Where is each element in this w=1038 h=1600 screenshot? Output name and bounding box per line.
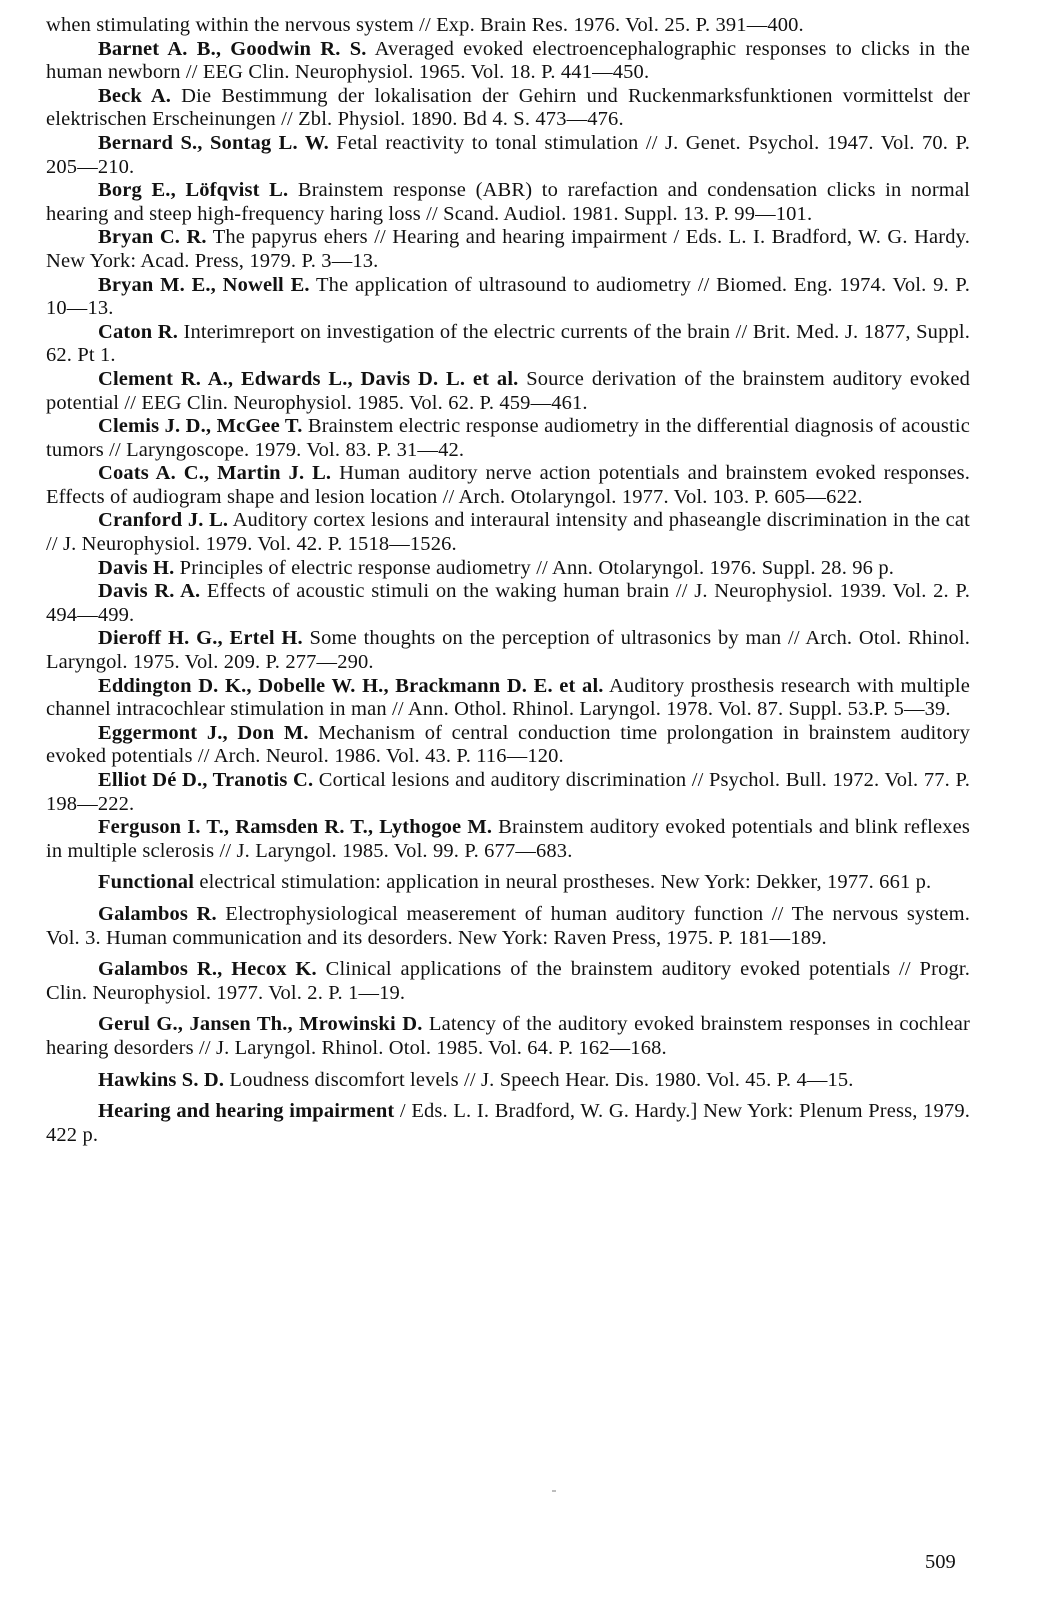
reference-author: Barnet A. B., Goodwin R. S. xyxy=(98,37,367,60)
reference-entry xyxy=(46,557,970,581)
reference-author: Caton R. xyxy=(98,320,179,343)
reference-text: Loudness discomfort levels // J. Speech Hear. Dis. 1980. Vol. 45. P. 4—15. xyxy=(224,1068,854,1091)
reference-entry xyxy=(46,415,970,462)
reference-author: Eddington D. K., Dobelle W. H., Brackmann D. E. et al. xyxy=(98,674,604,697)
reference-author: Ferguson I. T., Ramsden R. T., Lythogoe M. xyxy=(98,816,493,839)
reference-entry xyxy=(46,132,970,179)
reference-entry xyxy=(46,1069,970,1093)
reference-author: Functional xyxy=(98,871,195,894)
reference-author: Davis R. A. xyxy=(98,580,201,603)
reference-entry xyxy=(46,509,970,556)
reference-author: Gerul G., Jansen Th., Mrowinski D. xyxy=(98,1013,423,1036)
reference-author: Galambos R., Hecox K. xyxy=(98,958,317,981)
reference-entry xyxy=(46,580,970,627)
reference-entry xyxy=(46,816,970,863)
reference-text: The papyrus ehers // Hearing and hearing impairment / Eds. L. I. Bradford, W. G. Hardy. New York: Acad. Press, 1979. P. 3—13. xyxy=(46,226,970,272)
reference-text: Latency of the auditory evoked brainstem responses in cochlear hearing desorders // J. Laryngol. Rhinol. Otol. 1985. Vol. 64. P. 162—168. xyxy=(46,1013,971,1059)
page-number: 509 xyxy=(925,1551,956,1573)
reference-entry xyxy=(46,1100,970,1147)
reference-entry xyxy=(46,38,970,85)
reference-text: Averaged evoked electroencephalographic responses to clicks in the human newborn // EEG Clin. Neurophysiol. 1965. Vol. 18. P. 441—450. xyxy=(46,37,970,84)
reference-text: Source derivation of the brainstem auditory evoked potential // EEG Clin. Neurophysiol. 1985. Vol. 62. P. 459—461. xyxy=(46,367,970,414)
reference-author: Elliot Dé D., Tranotis C. xyxy=(98,769,314,791)
reference-entry xyxy=(46,958,970,1005)
reference-text: Interimreport on investigation of the electric currents of the brain // Brit. Med. J. 1877, Suppl. 62. Pt 1. xyxy=(46,320,971,367)
reference-text: / Eds. L. I. Bradford, W. G. Hardy.] New York: Plenum Press, 1979. 422 p. xyxy=(46,1100,970,1146)
reference-text: Principles of electric response audiometry // Ann. Otolaryngol. 1976. Suppl. 28. 96 p. xyxy=(174,556,894,579)
reference-entry xyxy=(46,769,970,816)
reference-entry xyxy=(46,903,970,950)
reference-entry xyxy=(46,871,970,895)
reference-entry xyxy=(46,14,970,38)
reference-text: Auditory cortex lesions and interaural intensity and phaseangle discrimination in the cat // J. Neurophysiol. 1979. Vol. 42. P. 1518—1526. xyxy=(46,509,971,556)
reference-text: Brainstem electric response audiometry in the differential diagnosis of acoustic tumors // Laryngoscope. 1979. Vol. 83. P. 31—42. xyxy=(46,415,970,461)
reference-author: Galambos R. xyxy=(98,902,217,925)
reference-author: Davis H. xyxy=(98,556,175,579)
reference-author: Bernard S., Sontag L. W. xyxy=(98,131,329,154)
reference-text: Cortical lesions and auditory discrimination // Psychol. Bull. 1972. Vol. 77. P. 198—222. xyxy=(46,769,970,815)
reference-author: Bryan M. E., Nowell E. xyxy=(98,273,310,296)
reference-text: The application of ultrasound to audiometry // Biomed. Eng. 1974. Vol. 9. P. 10—13. xyxy=(46,273,970,320)
reference-entry xyxy=(46,722,970,769)
reference-author: Coats A. C., Martin J. L. xyxy=(98,462,332,485)
reference-text: Human auditory nerve action potentials and brainstem evoked responses. Effects of audiogram shape and lesion location // Arch. Otolaryngol. 1977. Vol. 103. P. 605—622. xyxy=(46,462,970,508)
reference-author: Clement R. A., Edwards L., Davis D. L. et al. xyxy=(98,367,519,390)
reference-author: Clemis J. D., McGee T. xyxy=(98,415,303,438)
reference-entry xyxy=(46,1013,970,1060)
reference-author: Hawkins S. D. xyxy=(98,1068,225,1091)
reference-text: Die Bestimmung der lokalisation der Gehirn und Ruckenmarksfunktionen vormittelst der elektrischen Erscheinungen // Zbl. Physiol. 1890. Bd 4. S. 473—476. xyxy=(46,84,970,131)
reference-author: Dieroff H. G., Ertel H. xyxy=(98,627,303,650)
reference-text: when stimulating within the nervous system // Exp. Brain Res. 1976. Vol. 25. P. 391—400. xyxy=(46,14,804,36)
reference-text: Effects of acoustic stimuli on the waking human brain // J. Neurophysiol. 1939. Vol. 2. P. 494—499. xyxy=(46,580,970,626)
reference-entry xyxy=(46,274,970,321)
reference-author: Eggermont J., Don M. xyxy=(98,721,309,744)
reference-entry xyxy=(46,368,970,415)
scan-speck xyxy=(552,1490,556,1492)
reference-author: Borg E., Löfqvist L. xyxy=(98,179,289,202)
reference-text: Electrophysiological measerement of human auditory function // The nervous system. Vol. 3. Human communication and its desorders. New York: Raven Press, 1975. P. 181—189. xyxy=(46,902,970,949)
reference-text: Mechanism of central conduction time prolongation in brainstem auditory evoked potentials // Arch. Neurol. 1986. Vol. 43. P. 116—120. xyxy=(46,721,971,768)
reference-entry xyxy=(46,85,970,132)
reference-entry xyxy=(46,179,970,226)
reference-entry xyxy=(46,675,970,722)
reference-text: Brainstem auditory evoked potentials and blink reflexes in multiple sclerosis // J. Laryngol. 1985. Vol. 99. P. 677—683. xyxy=(46,816,970,862)
reference-list xyxy=(46,14,970,1147)
reference-text: electrical stimulation: application in neural prostheses. New York: Dekker, 1977. 661 p. xyxy=(194,871,932,894)
reference-text: Fetal reactivity to tonal stimulation // J. Genet. Psychol. 1947. Vol. 70. P. 205—210. xyxy=(46,131,971,178)
reference-author: Bryan C. R. xyxy=(98,226,207,249)
reference-text: Some thoughts on the perception of ultrasonics by man // Arch. Otol. Rhinol. Laryngol. 1975. Vol. 209. P. 277—290. xyxy=(46,627,970,674)
reference-author: Beck A. xyxy=(98,84,172,107)
reference-text: Auditory prosthesis research with multiple channel intracochlear stimulation in man // Ann. Othol. Rhinol. Laryngol. 1978. Vol. 87. Suppl. 53.P. 5—39. xyxy=(46,674,970,721)
reference-entry xyxy=(46,627,970,674)
reference-entry xyxy=(46,462,970,509)
reference-text: Clinical applications of the brainstem auditory evoked potentials // Progr. Clin. Neurophysiol. 1977. Vol. 2. P. 1—19. xyxy=(46,958,971,1004)
reference-entry xyxy=(46,226,970,273)
reference-author: Cranford J. L. xyxy=(98,509,229,532)
reference-author: Hearing and hearing impairment xyxy=(98,1100,395,1123)
reference-text: Brainstem response (ABR) to rarefaction and condensation clicks in normal hearing and steep high-frequency haring loss // Scand. Audiol. 1981. Suppl. 13. P. 99—101. xyxy=(46,179,970,225)
reference-entry xyxy=(46,321,970,368)
